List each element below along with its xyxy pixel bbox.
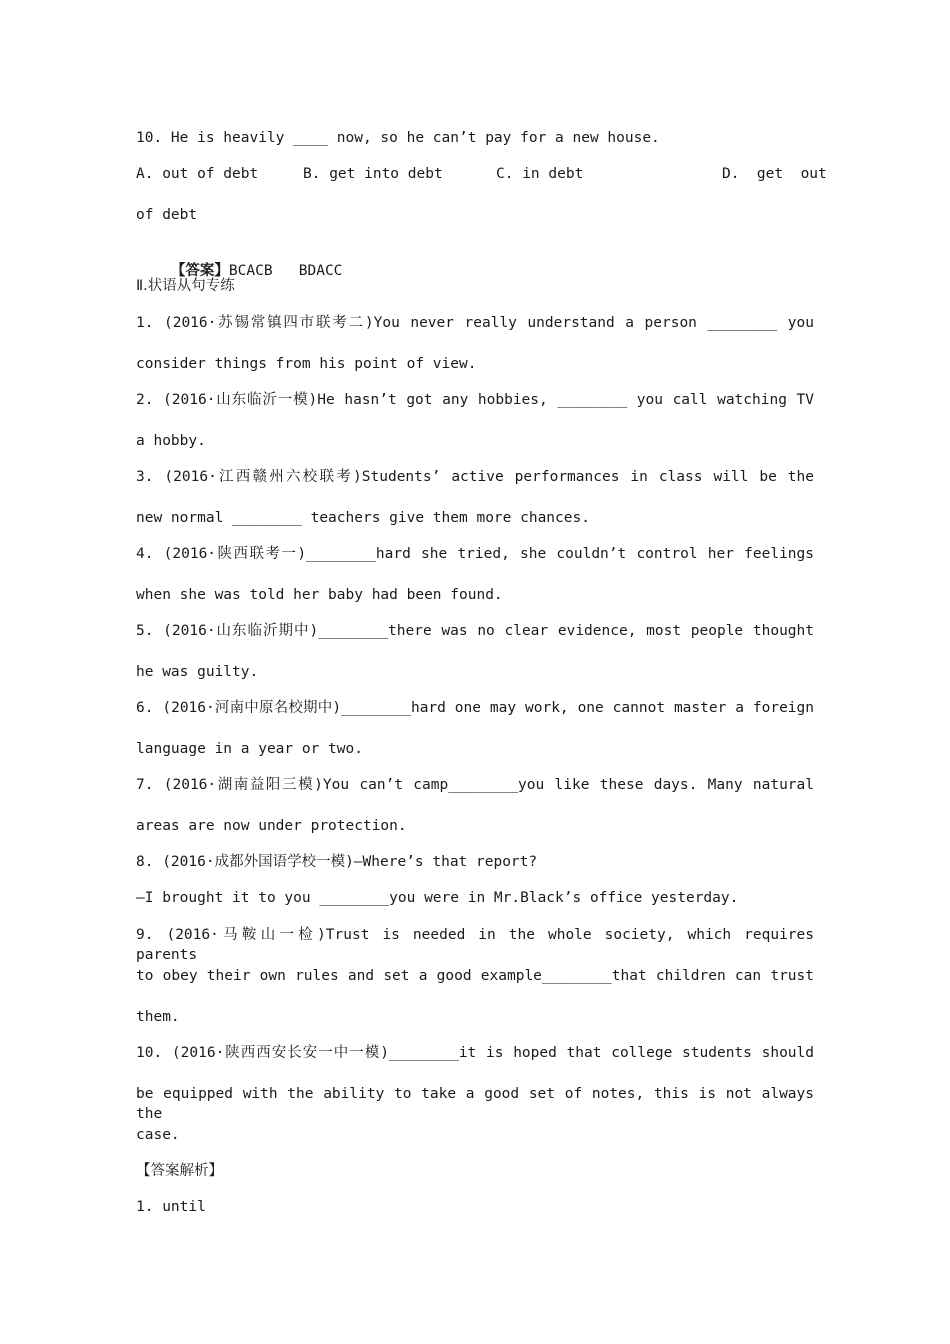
question-line: 1. (2016·苏锡常镇四市联考二)You never really understand a person ________ you bbox=[136, 315, 814, 331]
question-line: 8. (2016·成都外国语学校一模)—Where’s that report? bbox=[136, 854, 538, 870]
answer-label: 【答案】 bbox=[170, 263, 229, 279]
analysis-label: 【答案解析】 bbox=[136, 1163, 223, 1179]
question-line: 6. (2016·河南中原名校期中)________hard one may work, one cannot master a foreign bbox=[136, 700, 814, 716]
question-line: case. bbox=[136, 1127, 180, 1143]
question-stem: 10. He is heavily ____ now, so he can’t pay for a new house. bbox=[136, 130, 660, 146]
option-d: D. get out bbox=[722, 166, 827, 182]
question-line: language in a year or two. bbox=[136, 741, 363, 757]
question-line: 2. (2016·山东临沂一模)He hasn’t got any hobbies, ________ you call watching TV bbox=[136, 392, 814, 408]
option-c: C. in debt bbox=[496, 166, 584, 182]
question-line: new normal ________ teachers give them more chances. bbox=[136, 510, 590, 526]
question-line: 4. (2016·陕西联考一)________hard she tried, she couldn’t control her feelings bbox=[136, 546, 814, 562]
answer-value: BCACB BDACC bbox=[228, 263, 343, 279]
option-b: B. get into debt bbox=[303, 166, 443, 182]
question-line: be equipped with the ability to take a good set of notes, this is not always the bbox=[136, 1086, 814, 1122]
section-title: Ⅱ.状语从句专练 bbox=[136, 278, 235, 294]
question-line: areas are now under protection. bbox=[136, 818, 407, 834]
question-line: 9. (2016·马鞍山一检)Trust is needed in the whole society, which requires parents bbox=[136, 927, 814, 963]
option-a: A. out of debt bbox=[136, 166, 259, 182]
question-line: consider things from his point of view. bbox=[136, 356, 477, 372]
question-line: when she was told her baby had been found. bbox=[136, 587, 503, 603]
question-line: 10. (2016·陕西西安长安一中一模)________it is hoped that college students should bbox=[136, 1045, 814, 1061]
question-line: he was guilty. bbox=[136, 664, 259, 680]
question-line: —I brought it to you ________you were in Mr.Black’s office yesterday. bbox=[136, 890, 739, 906]
analysis-item: 1. until bbox=[136, 1199, 206, 1215]
question-line: to obey their own rules and set a good example________that children can trust bbox=[136, 968, 814, 984]
question-line: 7. (2016·湖南益阳三模)You can’t camp________you like these days. Many natural bbox=[136, 777, 814, 793]
question-line: them. bbox=[136, 1009, 180, 1025]
question-line: 3. (2016·江西赣州六校联考)Students’ active performances in class will be the bbox=[136, 469, 814, 485]
question-line: a hobby. bbox=[136, 433, 206, 449]
option-d-continuation: of debt bbox=[136, 207, 198, 223]
question-line: 5. (2016·山东临沂期中)________there was no clear evidence, most people thought bbox=[136, 623, 814, 639]
